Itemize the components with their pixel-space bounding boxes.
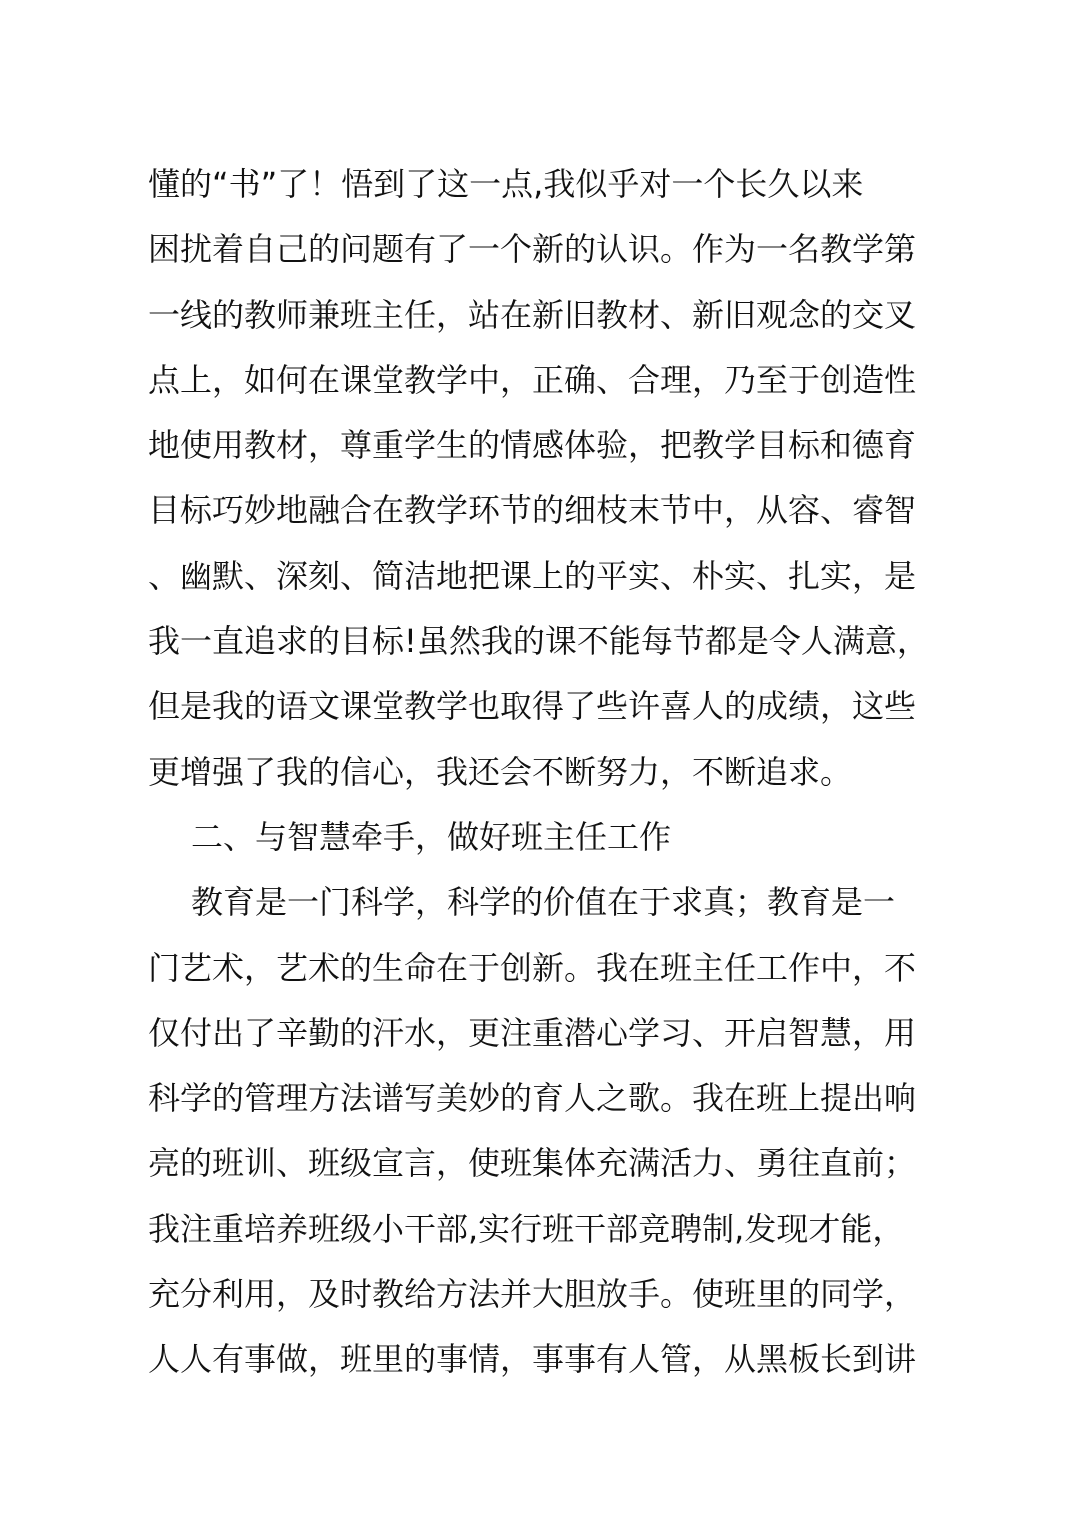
text-line: 科学的管理方法谱写美妙的育人之歌。我在班上提出响 bbox=[148, 1079, 917, 1118]
paragraph-first-line: 教育是一门科学，科学的价值在于求真；教育是一 bbox=[191, 883, 896, 922]
text-line: 地使用教材，尊重学生的情感体验，把教学目标和德育 bbox=[148, 426, 917, 465]
text-line: 更增强了我的信心，我还会不断努力，不断追求。 bbox=[148, 752, 853, 791]
text-line: 人人有事做，班里的事情，事事有人管，从黑板长到讲 bbox=[148, 1340, 917, 1379]
text-line: 充分利用，及时教给方法并大胆放手。使班里的同学， bbox=[148, 1275, 917, 1314]
text-line: 一线的教师兼班主任，站在新旧教材、新旧观念的交叉 bbox=[148, 295, 917, 334]
text-line: 但是我的语文课堂教学也取得了些许喜人的成绩，这些 bbox=[148, 687, 917, 726]
text-line: 仅付出了辛勤的汗水，更注重潜心学习、开启智慧，用 bbox=[148, 1013, 917, 1052]
text-line: 、幽默、深刻、简洁地把课上的平实、朴实、扎实，是 bbox=[148, 556, 917, 595]
text-line: 困扰着自己的问题有了一个新的认识。作为一名教学第 bbox=[148, 230, 917, 269]
text-line: 亮的班训、班级宣言，使班集体充满活力、勇往直前； bbox=[148, 1144, 917, 1183]
text-line: 我一直追求的目标!虽然我的课不能每节都是令人满意， bbox=[148, 622, 929, 661]
text-line: 门艺术，艺术的生命在于创新。我在班主任工作中，不 bbox=[148, 948, 917, 987]
text-line: 目标巧妙地融合在教学环节的细枝末节中，从容、睿智 bbox=[148, 491, 917, 530]
text-line: 我注重培养班级小干部,实行班干部竞聘制,发现才能， bbox=[148, 1209, 905, 1248]
section-heading: 二、与智慧牵手，做好班主任工作 bbox=[191, 817, 672, 856]
text-line: 懂的“书”了！悟到了这一点,我似乎对一个长久以来 bbox=[148, 165, 864, 203]
body-text bbox=[148, 152, 948, 1393]
text-line: 点上，如何在课堂教学中，正确、合理，乃至于创造性 bbox=[148, 360, 917, 399]
